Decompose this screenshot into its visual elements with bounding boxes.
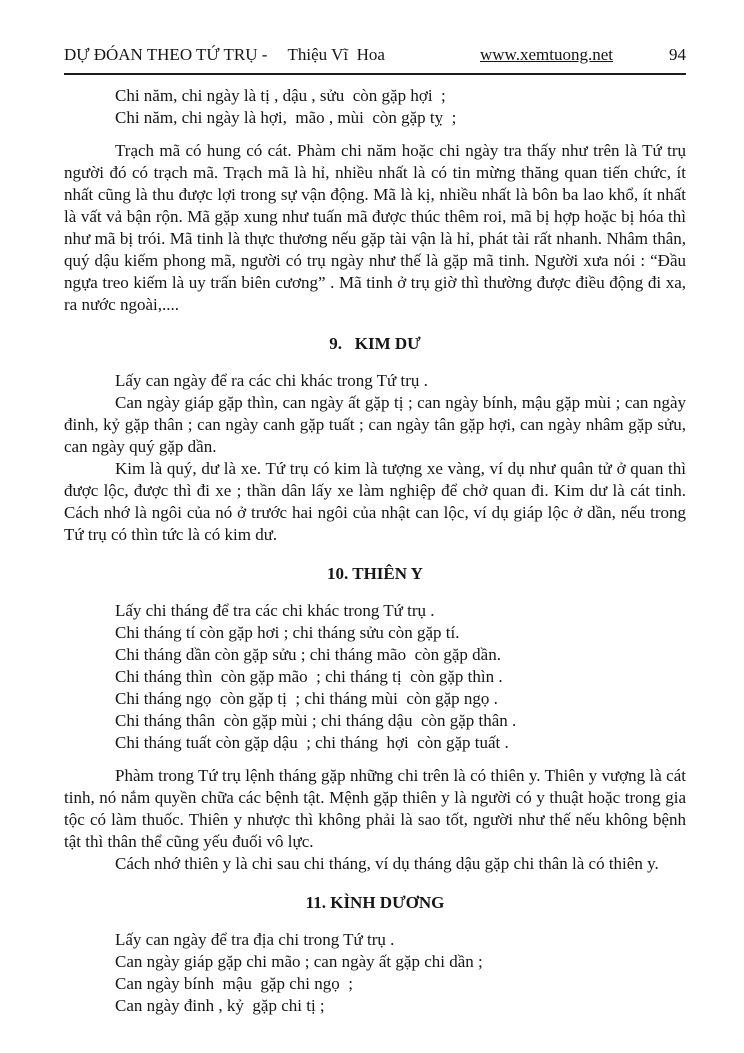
- list-item: Chi tháng thân còn gặp mùi ; chi tháng dậu còn gặp thân .: [115, 711, 517, 730]
- text-line: Can ngày giáp gặp chi mão ; can ngày ất gặp chi dần ;: [115, 952, 483, 971]
- author-name: Thiệu Vĩ Hoa: [287, 45, 385, 64]
- text-line: Lấy can ngày để tra địa chi trong Tứ trụ .: [115, 930, 395, 949]
- page-header: [64, 44, 686, 66]
- page-number: 94: [669, 45, 686, 64]
- section-heading-thien-y: 10. THIÊN Y: [327, 564, 423, 583]
- section-heading-kinh-duong: 11. KÌNH DƯƠNG: [305, 893, 445, 912]
- list-item: Chi tháng ngọ còn gặp tị ; chi tháng mùi còn gặp ngọ .: [115, 689, 498, 708]
- text-line: Cách nhớ thiên y là chi sau chi tháng, ví dụ tháng dậu gặp chi thân là có thiên y.: [115, 854, 659, 873]
- section-heading-kim-du: 9. KIM DƯ: [329, 334, 421, 353]
- list-item: Chi tháng tuất còn gặp dậu ; chi tháng hợi còn gặp tuất .: [115, 733, 509, 752]
- paragraph-kim-du-2: Kim là quý, dư là xe. Tứ trụ có kim là tượng xe vàng, ví dụ như quân tử ở quan thì được lộc, được thì đi xe ; thần dân lấy xe làm nghiệp để chở quan đi. Kim dư là cát tinh. Cách nhớ là ngôi của nó ở trước hai ngôi của nhật can lộc, ví dụ giáp lộc ở dần, nếu trong Tứ trụ có thìn tức là có kim dư.: [64, 459, 686, 544]
- list-item: Chi tháng dần còn gặp sửu ; chi tháng mão còn gặp dần.: [115, 645, 501, 664]
- paragraph-trach-ma: Trạch mã có hung có cát. Phàm chi năm hoặc chi ngày tra thấy như trên là Tứ trụ người đó có trạch mã. Trạch mã là hỉ, nhiều nhất là có tin mừng thăng quan tiến chức, ít nhất cũng là thu được lợi trong sự vận động. Mã là kị, nhiều nhất là bôn ba lao khổ, ít nhất là vất vả bận rộn. Mã gặp xung như tuấn mã được thúc thêm roi, mã bị hợp hoặc bị hóa thì như mã bị trói. Mã tinh là thực thương nếu gặp tài vận là hỉ, phát tài rất nhanh. Nhâm thân, quý dậu kiếm phong mã, người có trụ ngày như thế là gặp mã tinh. Người xưa nói : “Đầu ngựa treo kiếm là uy trấn biên cương” . Mã tinh ở trụ giờ thì thường được điều động đi xa, ra nước ngoài,....: [64, 141, 686, 314]
- paragraph-kim-du-1: Can ngày giáp gặp thìn, can ngày ất gặp tị ; can ngày bính, mậu gặp mùi ; can ngày đinh, kỷ gặp thân ; can ngày canh gặp tuất ; can ngày tân gặp hợi, can ngày nhâm gặp sửu, can ngày quý gặp dần.: [64, 393, 686, 456]
- list-item: Chi tháng tí còn gặp hơi ; chi tháng sửu còn gặp tí.: [115, 623, 460, 642]
- header-divider: [64, 73, 686, 75]
- text-line: Can ngày đinh , kỷ gặp chi tị ;: [115, 996, 325, 1015]
- text-line: Can ngày bính mậu gặp chi ngọ ;: [115, 974, 353, 993]
- website-link: www.xemtuong.net: [480, 45, 613, 64]
- text-line: Lấy chi tháng để tra các chi khác trong Tứ trụ .: [115, 601, 435, 620]
- intro-line: Chi năm, chi ngày là hợi, mão , mùi còn gặp tỵ ;: [115, 108, 457, 127]
- text-line: Lấy can ngày để ra các chi khác trong Tứ trụ .: [115, 371, 428, 390]
- list-item: Chi tháng thìn còn gặp mão ; chi tháng tị còn gặp thìn .: [115, 667, 503, 686]
- book-title: DỰ ĐÓAN THEO TỨ TRỤ -: [64, 45, 268, 64]
- paragraph-thien-y: Phàm trong Tứ trụ lệnh tháng gặp những chi trên là có thiên y. Thiên y vượng là cát tinh, nó nắm quyền chữa các bệnh tật. Mệnh gặp thiên y là người có y thuật hoặc trong gia tộc có làm thuốc. Thiên y nhược thì không phải là sao tốt, người như thế nếu không bệnh tật thì thân thể cũng yếu đuối vô lực.: [64, 766, 686, 851]
- page-content: [64, 85, 686, 1017]
- intro-line: Chi năm, chi ngày là tị , dậu , sửu còn gặp hợi ;: [115, 86, 446, 105]
